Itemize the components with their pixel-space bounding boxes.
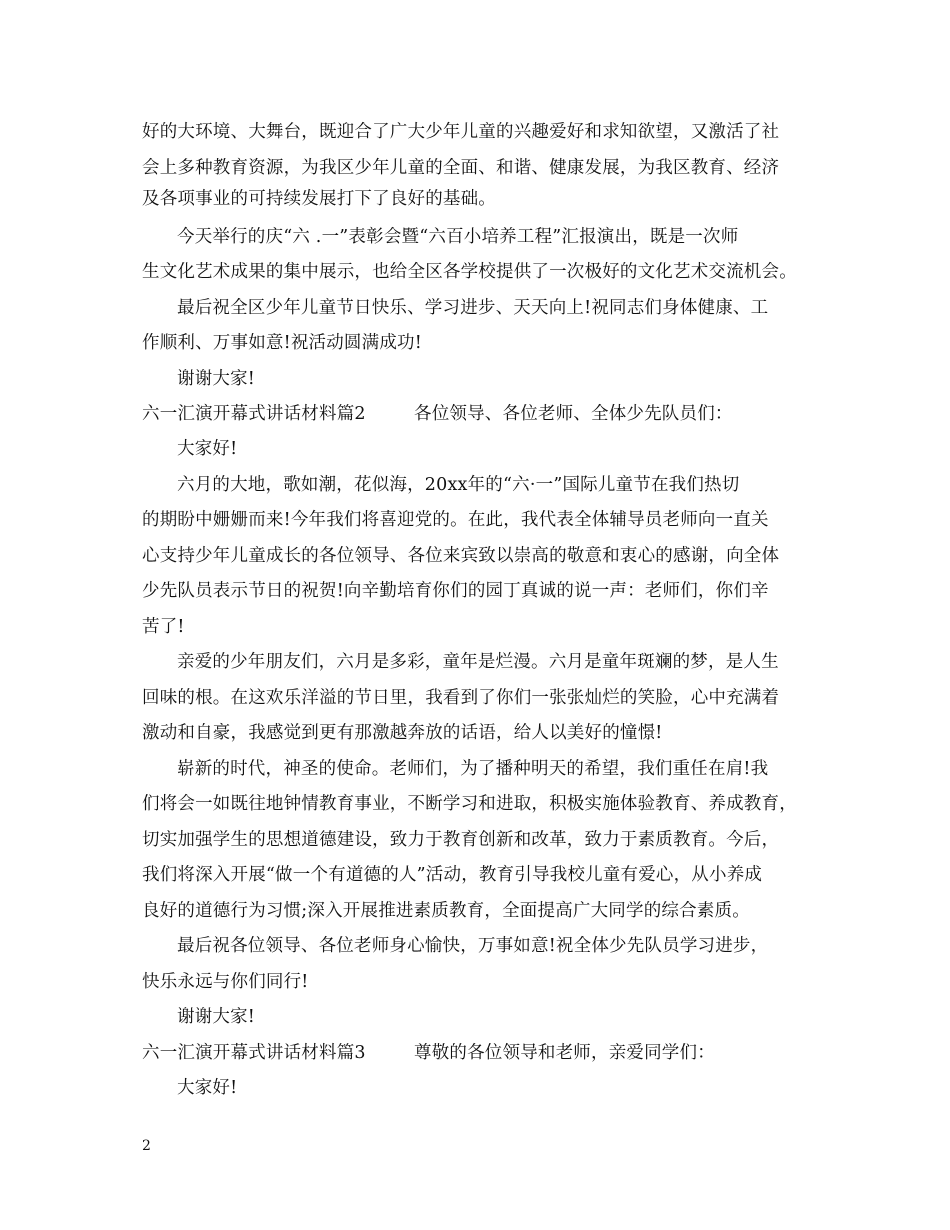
paragraph-line: 亲爱的少年朋友们，六月是多彩，童年是烂漫。六月是童年斑斓的梦，是人生 (177, 652, 779, 672)
paragraph-line: 们将会一如既往地钟情教育事业，不断学习和进取，积极实施体验教育、养成教育， (142, 794, 797, 814)
section-salutation: 各位领导、各位老师、全体少先队员们： (414, 404, 733, 424)
section-salutation: 尊敬的各位领导和老师，亲爱同学们： (414, 1043, 715, 1063)
paragraph-line: 六月的大地，歌如潮，花似海，20xx年的“六·一”国际儿童节在我们热切 (177, 475, 740, 495)
paragraph-line: 心支持少年儿童成长的各位领导、各位来宾致以崇高的敬意和衷心的感谢，向全体 (142, 546, 780, 566)
paragraph-line: 激动和自豪，我感觉到更有那激越奔放的话语，给人以美好的憧憬! (142, 723, 663, 743)
paragraph-line: 生文化艺术成果的集中展示，也给全区各学校提供了一次极好的文化艺术交流机会。 (142, 262, 797, 282)
paragraph-line: 最后祝全区少年儿童节日快乐、学习进步、天天向上!祝同志们身体健康、工 (177, 298, 769, 318)
section-heading-2 (142, 403, 733, 425)
closing-line: 谢谢大家! (177, 1007, 256, 1027)
paragraph-line: 我们将深入开展“做一个有道德的人”活动，教育引导我校儿童有爱心，从小养成 (142, 865, 763, 885)
paragraph-line: 作顺利、万事如意!祝活动圆满成功! (142, 333, 422, 353)
paragraph-line: 回味的根。在这欢乐洋溢的节日里，我看到了你们一张张灿烂的笑脸，心中充满着 (142, 688, 780, 708)
paragraph-line: 苦了! (142, 617, 185, 637)
section-title: 六一汇演开幕式讲话材料篇3 (142, 1043, 366, 1063)
greeting-line: 大家好! (177, 1078, 238, 1098)
section-title: 六一汇演开幕式讲话材料篇2 (142, 404, 366, 424)
paragraph-line: 今天举行的庆“六 .一”表彰会暨“六百小培养工程”汇报演出，既是一次师 (177, 227, 739, 247)
paragraph-line: 及各项事业的可持续发展打下了良好的基础。 (142, 189, 496, 209)
greeting-line: 大家好! (177, 439, 238, 459)
section-heading-3 (142, 1042, 715, 1064)
paragraph-line: 少先队员表示节日的祝贺!向辛勤培育你们的园丁真诚的说一声：老师们，你们辛 (142, 581, 769, 601)
closing-line: 谢谢大家! (177, 369, 256, 389)
paragraph-line: 良好的道德行为习惯;深入开展推进素质教育，全面提高广大同学的综合素质。 (142, 901, 750, 921)
paragraph-line: 的期盼中姗姗而来!今年我们将喜迎党的。在此，我代表全体辅导员老师向一直关 (142, 510, 769, 530)
paragraph-line: 会上多种教育资源，为我区少年儿童的全面、和谐、健康发展，为我区教育、经济 (142, 158, 780, 178)
paragraph-line: 最后祝各位领导、各位老师身心愉快，万事如意!祝全体少先队员学习进步， (177, 936, 769, 956)
paragraph-line: 崭新的时代，神圣的使命。老师们，为了播种明天的希望，我们重任在肩!我 (177, 759, 769, 779)
paragraph-line: 切实加强学生的思想道德建设，致力于教育创新和改革，致力于素质教育。今后， (142, 830, 780, 850)
page-number: 2 (142, 1138, 151, 1154)
paragraph-line: 好的大环境、大舞台，既迎合了广大少年儿童的兴趣爱好和求知欲望，又激活了社 (142, 122, 780, 142)
paragraph-line: 快乐永远与你们同行! (142, 972, 309, 992)
